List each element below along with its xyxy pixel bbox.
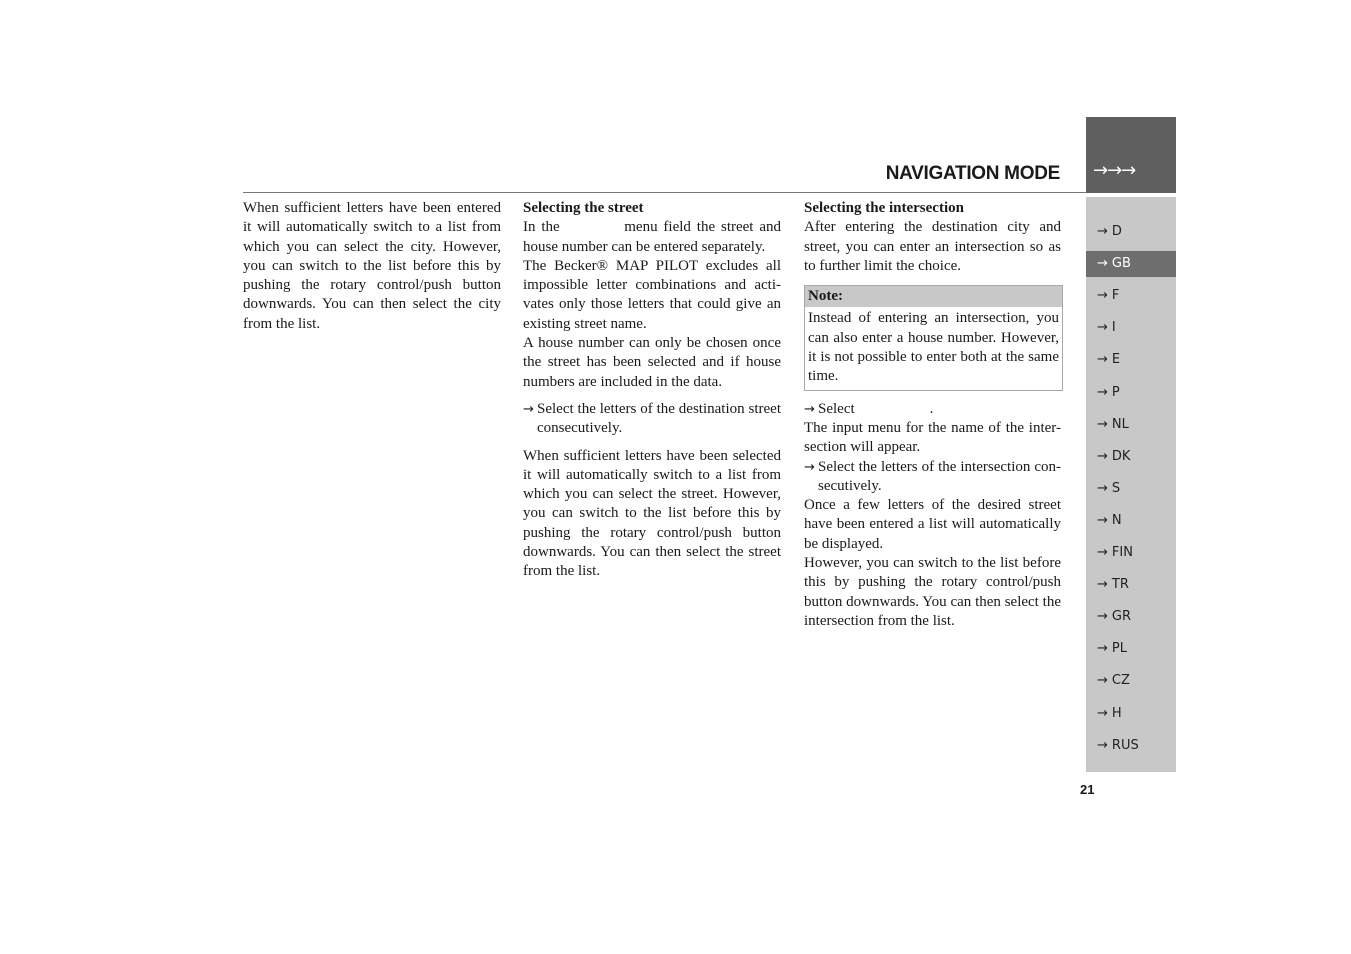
paragraph: When sufficient letters have been selected it will automatically switch to a list from which you can select the street. However, you can switch to the list before this by pushing the rotary control/push button downwards. You can then select the street from the list. — [523, 447, 781, 580]
page-number: 21 — [1080, 782, 1095, 797]
instruction-step — [523, 400, 781, 439]
language-label: F — [1111, 288, 1120, 304]
arrows-icon: →→→ — [1093, 160, 1136, 181]
arrow-icon: → — [1097, 609, 1108, 625]
arrow-icon: → — [1097, 512, 1108, 528]
language-label: RUS — [1111, 737, 1139, 753]
header-tab — [1086, 117, 1176, 193]
language-label: FIN — [1111, 545, 1133, 560]
paragraph: The input menu for the name of the inter-section will appear. — [804, 419, 1061, 456]
language-item-p[interactable] — [1086, 380, 1176, 406]
language-item-gr[interactable] — [1086, 604, 1176, 630]
paragraph: When sufficient letters have been entered it will automatically switch to a list from which you can select the city. However, you can switch to the list before this by pushing the rotary control/push button downwards. You can then select the city from the list. — [243, 200, 501, 332]
section-title: NAVIGATION MODE — [885, 163, 1060, 184]
arrow-icon: → — [1097, 641, 1108, 657]
section-heading: Selecting the intersection — [804, 200, 964, 216]
arrow-icon: → — [1097, 256, 1108, 272]
arrow-icon: → — [1097, 384, 1108, 400]
language-item-fin[interactable] — [1086, 540, 1176, 566]
arrow-icon: → — [1097, 577, 1108, 593]
language-item-tr[interactable] — [1086, 572, 1176, 598]
arrow-icon: → — [523, 401, 534, 417]
section-heading: Selecting the street — [523, 200, 644, 216]
language-label: CZ — [1111, 673, 1130, 689]
instruction-step — [804, 458, 1061, 497]
language-label: GB — [1111, 256, 1131, 272]
language-label: H — [1111, 705, 1122, 721]
language-label: E — [1111, 352, 1121, 368]
arrow-icon: → — [1097, 545, 1108, 560]
language-item-pl[interactable] — [1086, 636, 1176, 662]
note-box — [804, 285, 1063, 390]
arrow-icon: → — [1097, 288, 1108, 304]
language-label: P — [1111, 384, 1120, 400]
language-label: NL — [1111, 416, 1129, 432]
note-title: Note: — [805, 286, 1062, 307]
instruction-step — [804, 400, 1061, 419]
language-label: DK — [1111, 448, 1131, 464]
step-text: Select . — [818, 400, 934, 417]
language-item-dk[interactable] — [1086, 444, 1176, 470]
arrow-icon: → — [1097, 352, 1108, 368]
arrow-icon: → — [1097, 480, 1108, 496]
paragraph: However, you can switch to the list before this by pushing the rotary control/push button downwards. You can then select the intersection from the list. — [804, 555, 1061, 629]
language-item-gb[interactable] — [1086, 251, 1176, 277]
arrow-icon: → — [1097, 737, 1108, 753]
language-label: PL — [1111, 641, 1127, 657]
language-item-cz[interactable] — [1086, 668, 1176, 694]
header-rule — [243, 192, 1086, 193]
paragraph: A house number can only be chosen once the street has been selected and if house numbers are included in the data. — [523, 335, 781, 390]
arrow-icon: → — [804, 459, 815, 475]
language-label: I — [1111, 320, 1116, 336]
step-text: Select the letters of the intersection con-secutively. — [818, 458, 1061, 494]
step-text: Select the letters of the destination street consecutively. — [537, 400, 781, 437]
language-item-nl[interactable] — [1086, 412, 1176, 438]
arrow-icon: → — [1097, 673, 1108, 689]
arrow-icon: → — [1097, 320, 1108, 336]
column-2 — [523, 199, 785, 582]
language-label: D — [1111, 224, 1122, 239]
language-item-f[interactable] — [1086, 283, 1176, 309]
language-item-d[interactable] — [1086, 219, 1176, 245]
paragraph: The Becker® MAP PILOT excludes all impossible letter combinations and acti-vates only those letters that could give an existing street name. — [523, 257, 781, 332]
language-item-s[interactable] — [1086, 476, 1176, 502]
language-item-h[interactable] — [1086, 701, 1176, 727]
language-item-rus[interactable] — [1086, 733, 1176, 759]
language-sidebar — [1086, 197, 1176, 772]
language-label: GR — [1111, 609, 1132, 625]
paragraph: In the menu field the street and house number can be entered separately. — [523, 219, 785, 255]
arrow-icon: → — [1097, 224, 1108, 239]
language-label: TR — [1111, 577, 1129, 593]
language-item-n[interactable] — [1086, 508, 1176, 534]
arrow-icon: → — [804, 401, 815, 417]
column-3 — [804, 199, 1061, 631]
arrow-icon: → — [1097, 705, 1108, 721]
language-label: N — [1111, 512, 1122, 528]
column-1 — [243, 199, 501, 334]
language-item-i[interactable] — [1086, 315, 1176, 341]
paragraph: Once a few letters of the desired street have been entered a list will automatically be displayed. — [804, 497, 1061, 552]
language-item-e[interactable] — [1086, 347, 1176, 373]
arrow-icon: → — [1097, 448, 1108, 464]
note-body: Instead of entering an intersection, you can also enter a house number. However, it is not possible to enter both at the same time. — [808, 310, 1059, 385]
paragraph: After entering the destination city and street, you can enter an intersection so as to further limit the choice. — [804, 219, 1061, 274]
language-label: S — [1111, 480, 1121, 496]
arrow-icon: → — [1097, 416, 1108, 432]
